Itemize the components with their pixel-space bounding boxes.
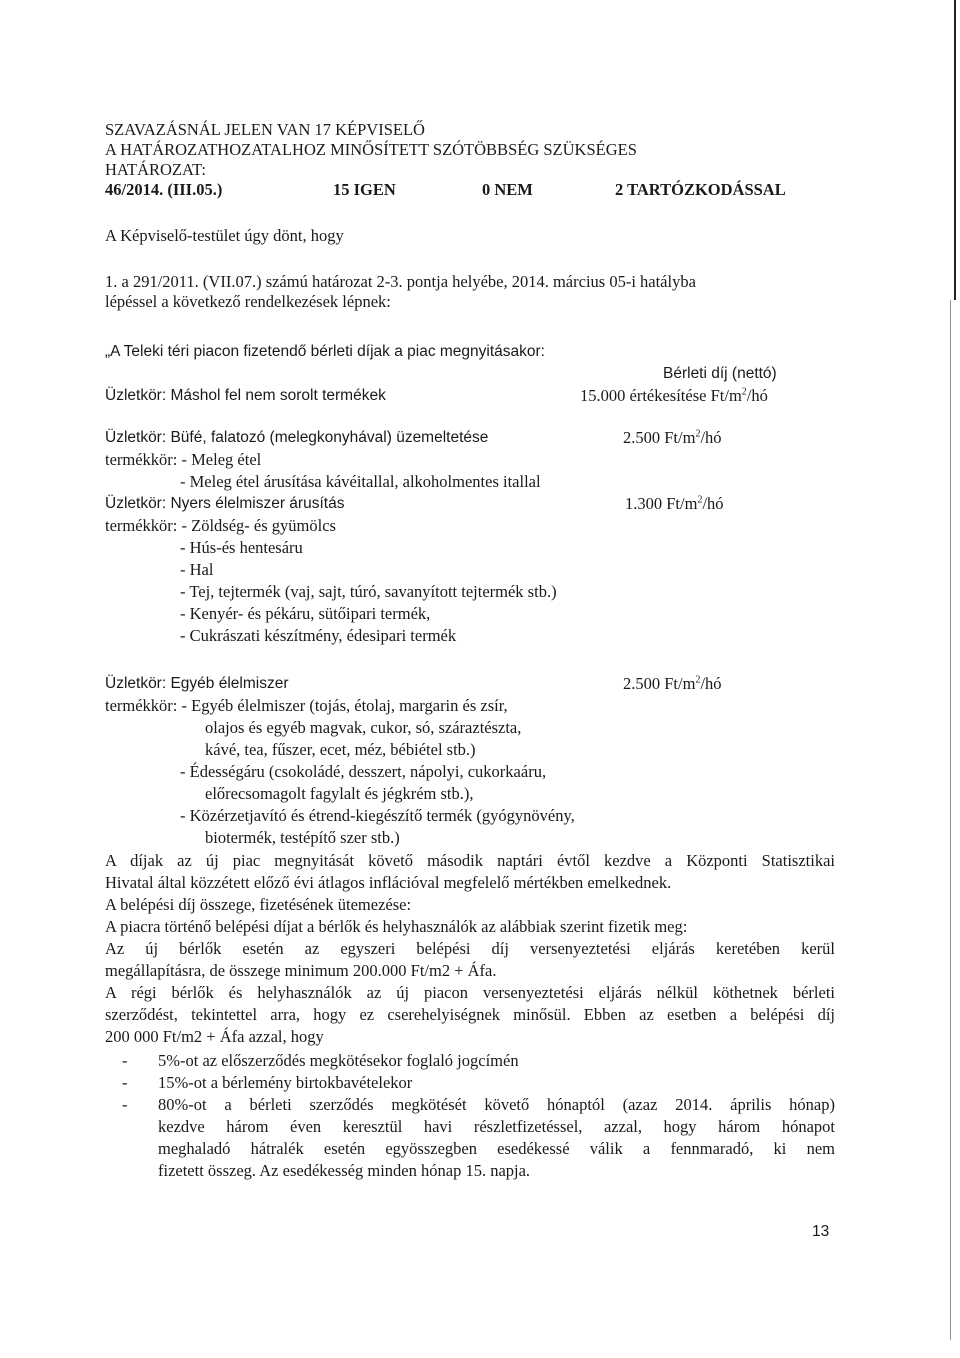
resolution-number: 46/2014. (III.05.) <box>105 180 223 199</box>
bullet-dash: - <box>122 1051 128 1070</box>
vote-abstain: 2 TARTÓZKODÁSSAL <box>615 180 786 199</box>
paragraph-line: szerződést, tekintettel arra, hogy ez cserehelyiségnek minősül. Ebben az esetben a belépési díj <box>105 1005 835 1024</box>
list-item: termékkör: - Zöldség- és gyümölcs <box>105 516 336 535</box>
header-line-3: HATÁROZAT: <box>105 160 206 179</box>
vote-no: 0 NEM <box>482 180 533 199</box>
fee-row-1-value: 15.000 értékesítése $Ft/m^2/hó$ <box>580 386 768 405</box>
list-item: - Meleg étel árusítása kávéitallal, alkoholmentes itallal <box>180 472 541 491</box>
fee-row-3-value: 1.300 $Ft/m^2/hó$ <box>625 494 724 513</box>
list-item: előrecsomagolt fagylalt és jégkrém stb.), <box>205 784 474 803</box>
paragraph-line: Hivatal által közzétett előző évi átlagos inflációval megfelelő mértékben emelkednek. <box>105 873 672 892</box>
list-item: - Édességáru (csokoládé, desszert, nápolyi, cukorkaáru, <box>180 762 547 781</box>
vote-yes: 15 IGEN <box>333 180 396 199</box>
bullet-dash: - <box>122 1073 128 1092</box>
bullet-dash: - <box>122 1095 128 1114</box>
list-item: - Hús-és hentesáru <box>180 538 303 557</box>
header-line-2: A HATÁROZATHOZATALHOZ MINŐSÍTETT SZÓTÖBBSÉG SZÜKSÉGES <box>105 140 637 159</box>
paragraph-line: A díjak az új piac megnyitását követő második naptári évtől kezdve a Központi Statisztikai <box>105 851 835 870</box>
list-item: termékkör: - Egyéb élelmiszer (tojás, étolaj, margarin és zsír, <box>105 696 508 715</box>
fee-row-4-value: 2.500 $Ft/m^2/hó$ <box>623 674 722 693</box>
bullet-item-continued: fizetett összeg. Az esedékesség minden hónap 15. napja. <box>158 1161 531 1180</box>
bullet-item: 5%-ot az előszerződés megkötésekor foglaló jogcímén <box>158 1051 519 1070</box>
list-item: - Tej, tejtermék (vaj, sajt, túró, savanyított tejtermék stb.) <box>180 582 557 601</box>
list-item: kávé, tea, fűszer, ecet, méz, bébiétel stb.) <box>205 740 476 759</box>
paragraph-line: A belépési díj összege, fizetésének ütemezése: <box>105 895 412 914</box>
paragraph-line: megállapításra, de összege minimum 200.000 Ft/m2 + Áfa. <box>105 961 497 980</box>
fee-row-2-value: 2.500 $Ft/m^2/hó$ <box>623 428 722 447</box>
list-item: - Közérzetjavító és étrend-kiegészítő termék (gyógynövény, <box>180 806 575 825</box>
scan-edge-line <box>954 0 956 300</box>
page-number: 13 <box>812 1223 830 1240</box>
list-item: olajos és egyéb magvak, cukor, só, száraztészta, <box>205 718 522 737</box>
list-item: - Hal <box>180 560 214 579</box>
list-item: - Cukrászati készítmény, édesipari termék <box>180 626 457 645</box>
fees-heading: „A Teleki téri piacon fizetendő bérleti díjak a piac megnyitásakor: <box>105 343 545 360</box>
fee-row-4-label: Üzletkör: Egyéb élelmiszer <box>105 675 289 692</box>
bullet-item: 80%-ot a bérleti szerződés megkötését követő hónaptól (azaz 2014. április hónap) <box>158 1095 835 1114</box>
bullet-item: 15%-ot a bérlemény birtokbavételekor <box>158 1073 413 1092</box>
bullet-item-continued: kezdve három éven keresztül havi részletfizetéssel, azzal, hogy három hónapot <box>158 1117 835 1136</box>
fee-row-2-label: Üzletkör: Büfé, falatozó (melegkonyhával) üzemeltetése <box>105 429 489 446</box>
list-item: - Kenyér- és pékáru, sütőipari termék, <box>180 604 431 623</box>
paragraph-line: 200 000 Ft/m2 + Áfa azzal, hogy <box>105 1027 324 1046</box>
paragraph-line: A piacra történő belépési díjat a bérlők és helyhasználók az alábbiak szerint fizetik meg: <box>105 917 688 936</box>
point-1-line-b: lépéssel a következő rendelkezések lépnek: <box>105 292 391 311</box>
paragraph-line: A régi bérlők és helyhasználók az új piacon versenyeztetési eljárás nélkül köthetnek bérleti <box>105 983 835 1002</box>
scan-edge-line <box>950 300 951 1340</box>
point-1-line-a: 1. a 291/2011. (VII.07.) számú határozat 2-3. pontja helyébe, 2014. március 05-i hatályba <box>105 272 696 291</box>
header-line-1: SZAVAZÁSNÁL JELEN VAN 17 KÉPVISELŐ <box>105 120 425 139</box>
list-item: termékkör: - Meleg étel <box>105 450 262 469</box>
fee-row-1-label: Üzletkör: Máshol fel nem sorolt termékek <box>105 387 386 404</box>
paragraph-line: Az új bérlők esetén az egyszeri belépési díj versenyeztetési eljárás keretében kerül <box>105 939 835 958</box>
list-item: biotermék, testépítő szer stb.) <box>205 828 400 847</box>
bullet-item-continued: meghaladó hátralék esetén egyösszegben esedékessé válik a fennmaradó, ki nem <box>158 1139 835 1158</box>
column-header: Bérleti díj (nettó) <box>663 365 777 382</box>
decision-intro: A Képviselő-testület úgy dönt, hogy <box>105 226 344 245</box>
fee-row-3-label: Üzletkör: Nyers élelmiszer árusítás <box>105 495 345 512</box>
